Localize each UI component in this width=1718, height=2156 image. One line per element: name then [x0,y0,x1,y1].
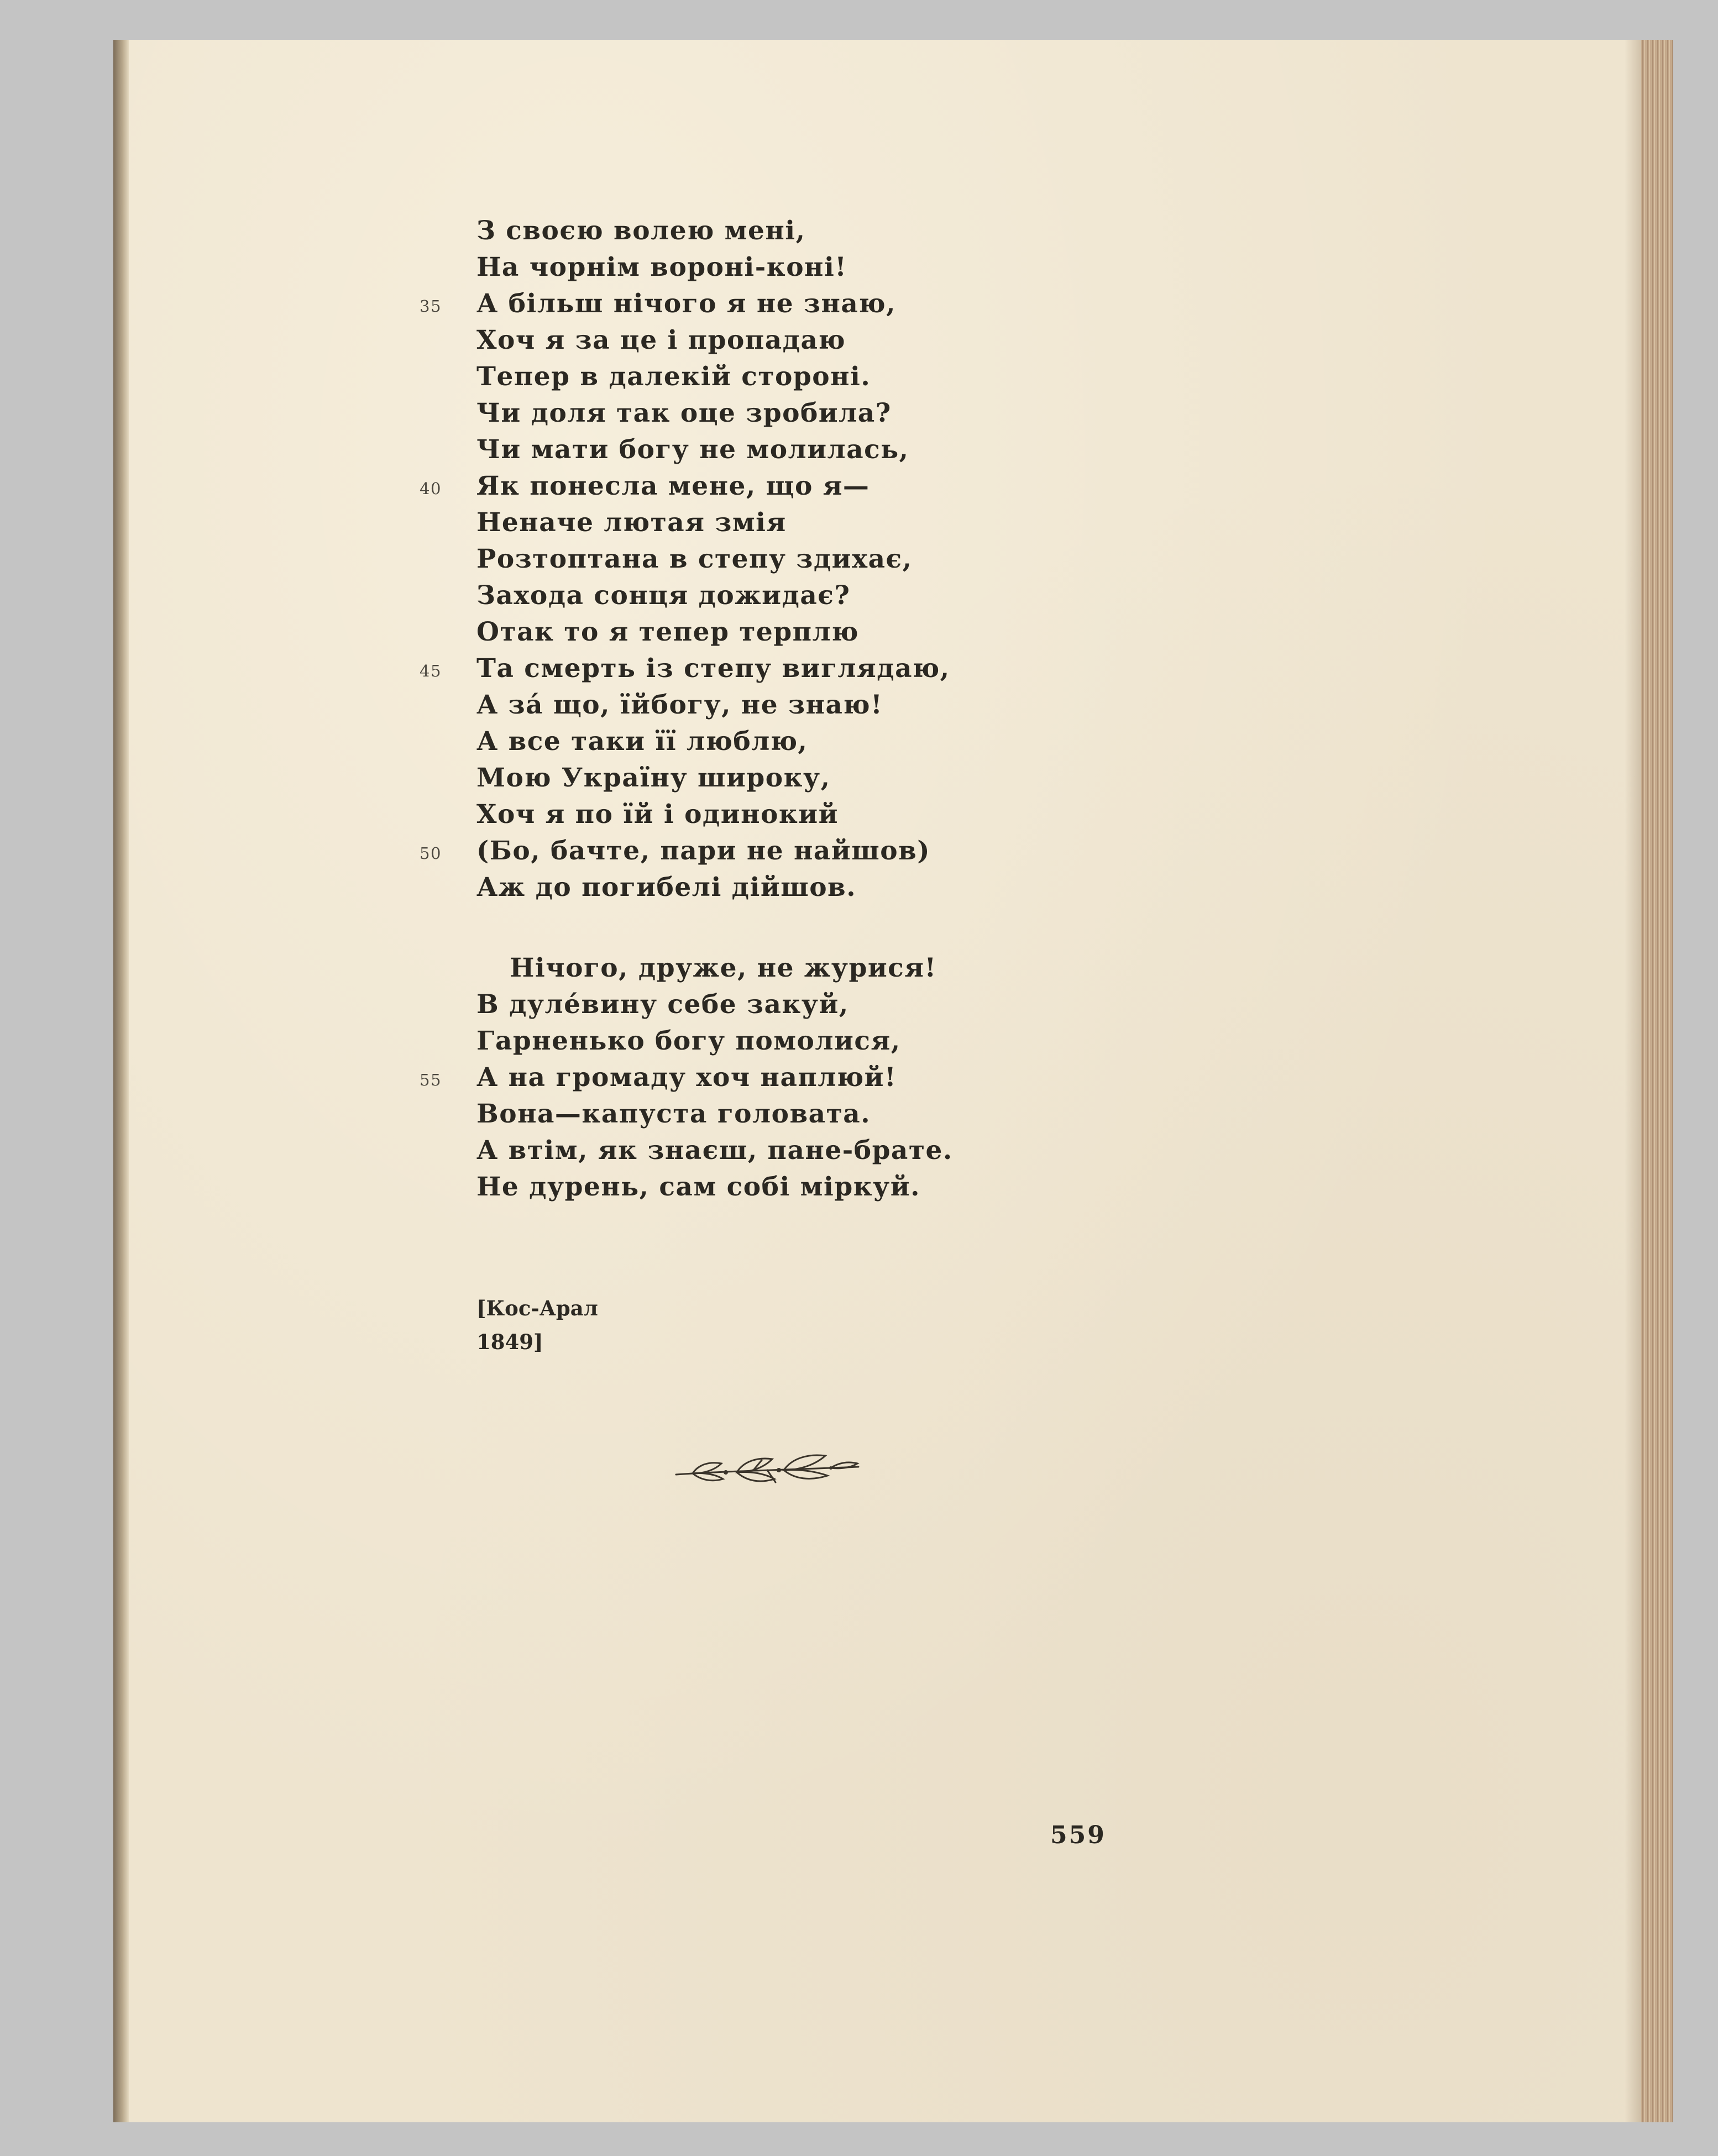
poem-line [476,359,1085,395]
stanza-break [476,906,1085,950]
line-text: А на громаду хоч наплюй! [476,1062,897,1093]
line-text: Та смерть із степу виглядаю, [476,653,950,684]
line-text: З своєю волею мені, [476,216,806,246]
line-text: Неначе лютая змія [476,507,787,538]
poem-line [476,505,1085,541]
line-text: На чорнім вороні-коні! [476,252,847,282]
line-text: Як понесла мене, що я— [476,471,870,501]
line-number: 45 [420,662,442,680]
poem-line [476,1023,1085,1059]
poem-line [476,723,1085,760]
line-number: 50 [420,844,442,863]
poem-line [420,651,1085,687]
line-text: Хоч я за це і пропадаю [476,325,846,355]
poem-line [420,1059,1085,1096]
line-text: Гарненько богу помолися, [476,1026,901,1056]
line-text: В дуле́вину себе закуй, [476,989,849,1020]
line-text: Вона—капуста головата. [476,1099,871,1129]
line-number: 40 [420,479,442,498]
poem-line [476,1132,1085,1169]
line-number: 55 [420,1071,442,1089]
poem-line [476,950,1085,987]
line-text: Отак то я тепер терплю [476,617,859,647]
page-gutter [113,40,129,2122]
line-text: Захода сонця дожидає? [476,580,851,611]
line-text: А втім, як знаєш, пане-брате. [476,1135,953,1166]
poem-text [420,213,1085,1205]
poem-line [476,1169,1085,1205]
poem-line [476,213,1085,249]
place-date-note [476,1292,598,1359]
poem-line [476,869,1085,906]
year: 1849] [476,1330,543,1354]
line-text: Чи доля так оце зробила? [476,398,892,428]
line-text: Аж до погибелі дійшов. [476,872,857,903]
page-edges [1641,40,1673,2122]
line-text: Хоч я по їй і одинокий [476,799,839,830]
poem-line [476,249,1085,286]
poem-line [476,1096,1085,1132]
line-text: Нічого, друже, не журися! [510,953,937,983]
poem-line [420,833,1085,869]
poem-line [476,541,1085,578]
poem-line [476,322,1085,359]
line-text: А більш нічого я не знаю, [476,288,896,319]
poem-line [476,614,1085,651]
leaf-ornament-icon [671,1448,864,1492]
poem-line [476,432,1085,468]
line-text: Тепер в далекій стороні. [476,361,871,392]
poem-line [476,578,1085,614]
poem-line [476,687,1085,723]
poem-line [420,286,1085,322]
line-text: Розтоптана в степу здихає, [476,544,913,574]
poem-line [476,395,1085,432]
poem-line [420,468,1085,505]
line-text: Мою Украïну широку, [476,763,831,793]
poem-line [476,760,1085,796]
poem-line [476,796,1085,833]
line-number: 35 [420,297,442,316]
line-text: А за́ що, їйбогу, не знаю! [476,690,883,720]
poem-line [476,987,1085,1023]
line-text: (Бо, бачте, пари не найшов) [476,836,931,866]
line-text: А все таки її люблю, [476,726,808,757]
line-text: Не дурень, сам собі міркуй. [476,1172,920,1202]
place-name: [Кос-Арал [476,1296,598,1320]
page-number: 559 [1050,1821,1106,1849]
line-text: Чи мати богу не молилась, [476,434,909,465]
